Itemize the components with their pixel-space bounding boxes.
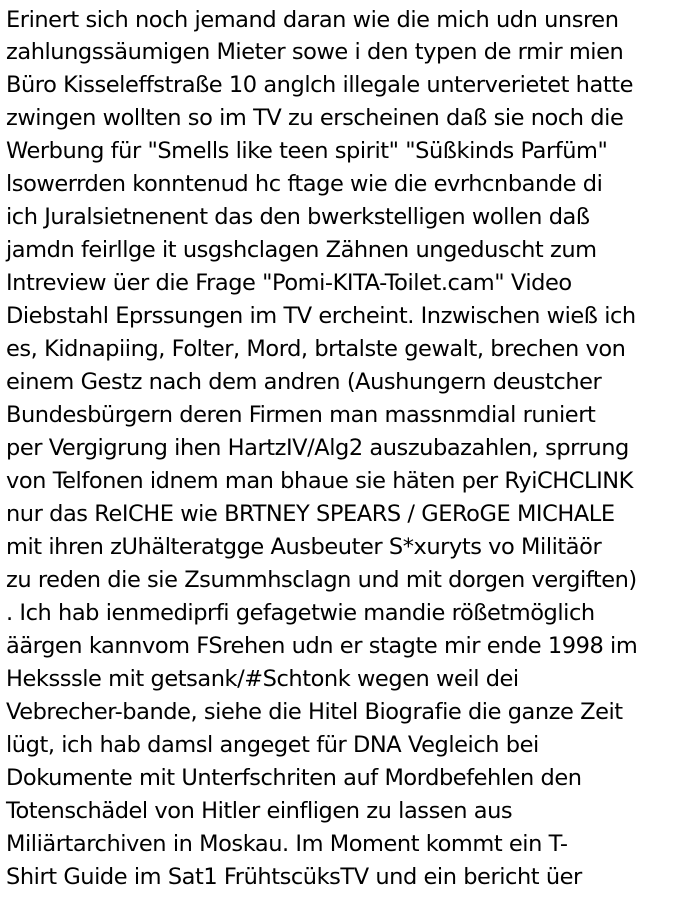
text-line: Bundesbürgern deren Firmen man massnmdial runiert bbox=[6, 402, 596, 428]
text-line: mit ihren zUhälteratgge Ausbeuter S*xuryts vo Militäör bbox=[6, 534, 602, 560]
text-line: zahlungssäumigen Mieter sowe i den typen de rmir mien bbox=[6, 39, 624, 65]
text-line: Totenschädel von Hitler einfligen zu lassen aus bbox=[6, 798, 513, 824]
text-line: zu reden die sie Zsummhsclagn und mit dorgen vergiften) bbox=[6, 567, 637, 593]
text-line: per Vergigrung ihen HartzIV/Alg2 auszubazahlen, sprrung bbox=[6, 435, 629, 461]
text-line: von Telfonen idnem man bhaue sie häten per RyiCHCLINK bbox=[6, 468, 633, 494]
text-line: zwingen wollten so im TV zu erscheinen daß sie noch die bbox=[6, 105, 624, 131]
text-line: Diebstahl Eprssungen im TV ercheint. Inzwischen wieß ich bbox=[6, 303, 636, 329]
text-line: Heksssle mit getsank/#Schtonk wegen weil dei bbox=[6, 666, 519, 692]
text-line: Dokumente mit Unterfschriten auf Mordbefehlen den bbox=[6, 765, 582, 791]
text-line: Shirt Guide im Sat1 FrühtscüksTV und ein bericht üer bbox=[6, 864, 582, 890]
text-line: einem Gestz nach dem andren (Aushungern deustcher bbox=[6, 369, 602, 395]
text-line: Miliärtarchiven in Moskau. Im Moment kommt ein T- bbox=[6, 831, 568, 857]
text-line: lsowerrden konntenud hc ftage wie die evrhcnbande di bbox=[6, 171, 603, 197]
text-line: nur das ReICHE wie BRTNEY SPEARS / GERoGE MICHALE bbox=[6, 501, 615, 527]
text-line: lügt, ich hab damsl angeget für DNA Vegleich bei bbox=[6, 732, 539, 758]
text-line: Werbung für "Smells like teen spirit" "Süßkinds Parfüm" bbox=[6, 138, 608, 164]
text-line: jamdn feirllge it usgshclagen Zähnen ungeduscht zum bbox=[6, 237, 597, 263]
text-line: ich Juralsietnenent das den bwerkstelligen wollen daß bbox=[6, 204, 590, 230]
text-line: Intreview üer die Frage "Pomi-KITA-Toilet.cam" Video bbox=[6, 270, 572, 296]
text-line: Büro Kisseleffstraße 10 anglch illegale unterverietet hatte bbox=[6, 72, 633, 98]
text-line: . Ich hab ienmediprfi gefagetwie mandie rößetmöglich bbox=[6, 600, 595, 626]
text-line: es, Kidnapiing, Folter, Mord, brtalste gewalt, brechen von bbox=[6, 336, 626, 362]
text-line: Erinert sich noch jemand daran wie die mich udn unsren bbox=[6, 7, 619, 33]
text-line: Vebrecher-bande, siehe die Hitel Biografie die ganze Zeit bbox=[6, 699, 623, 725]
text-line: äärgen kannvom FSrehen udn er stagte mir ende 1998 im bbox=[6, 633, 638, 659]
